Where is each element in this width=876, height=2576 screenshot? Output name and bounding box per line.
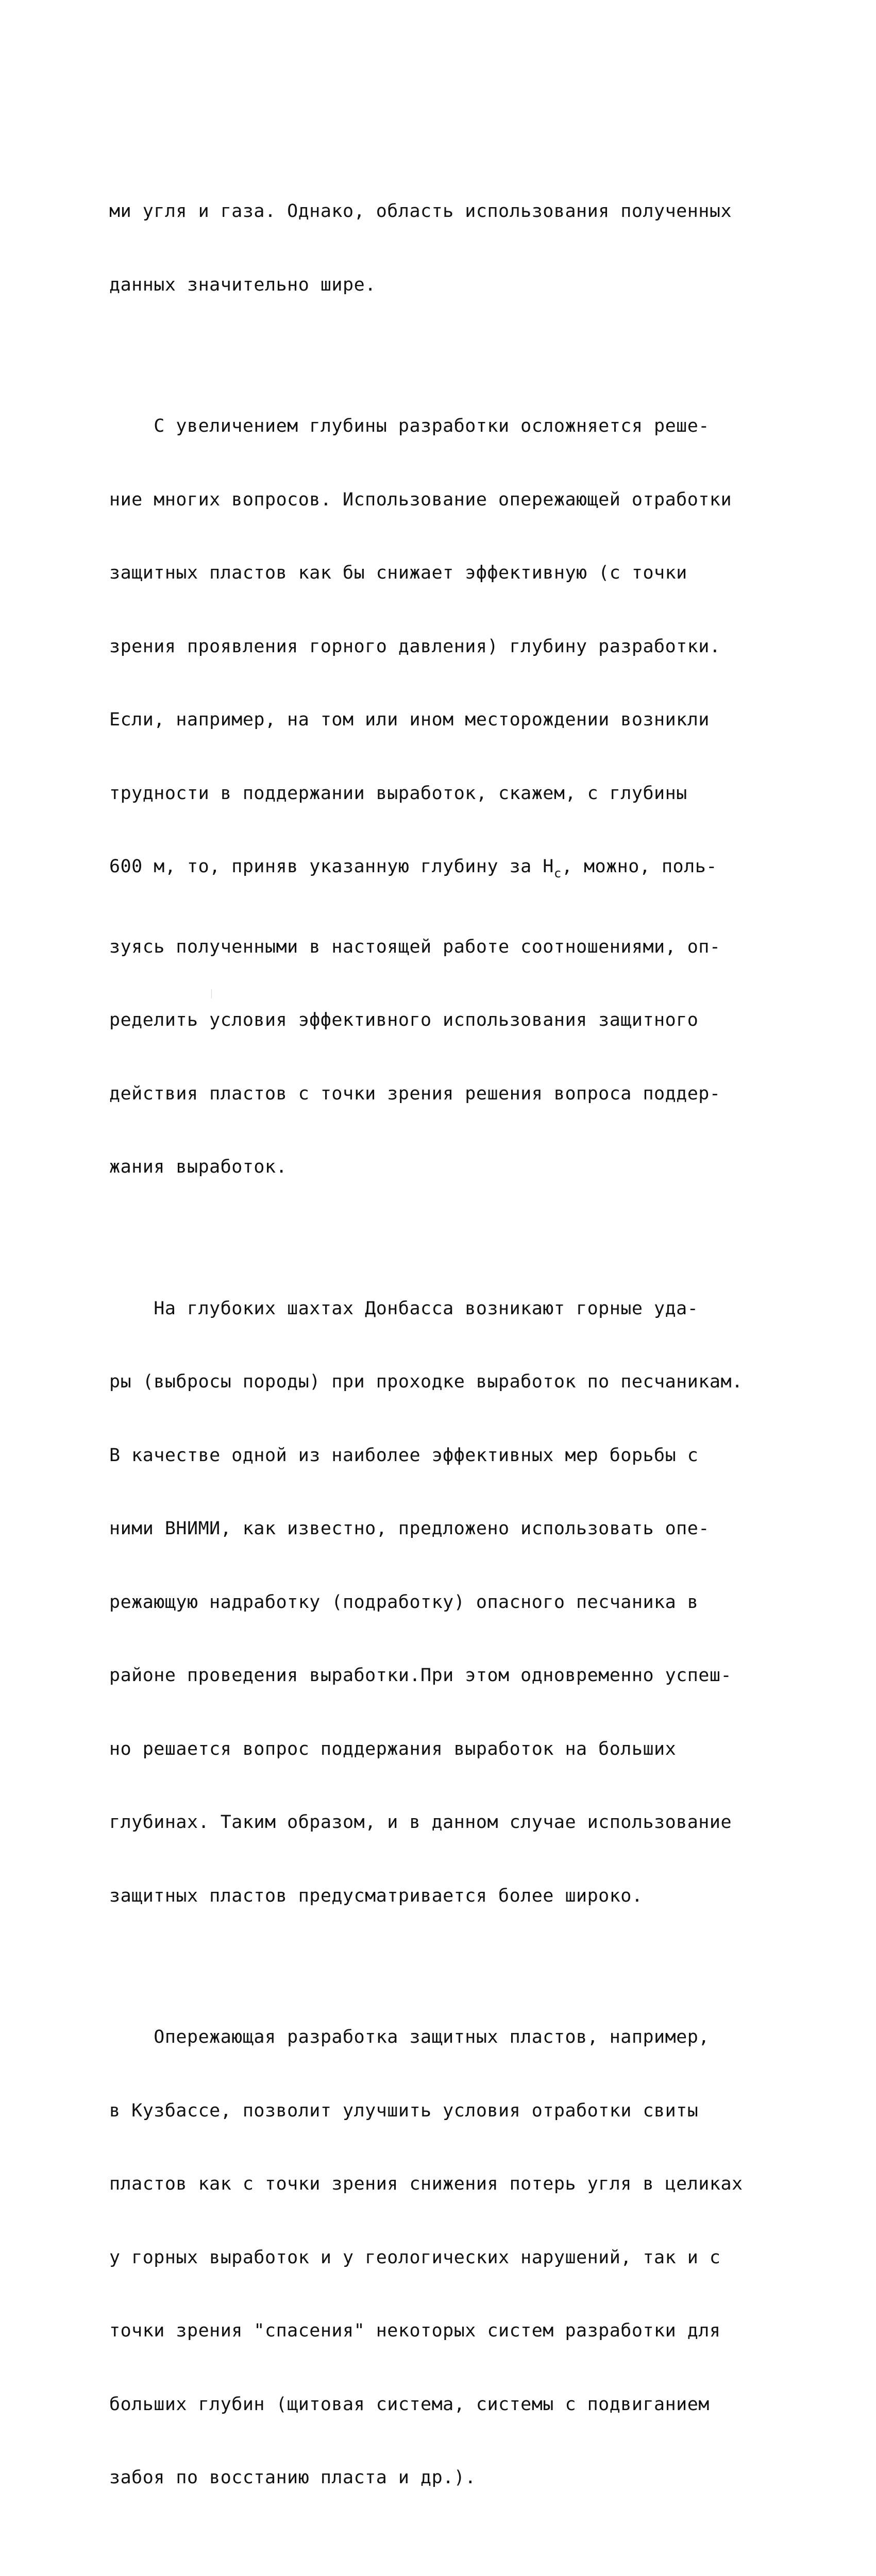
text-line: зрения проявления горного давления) глубину разработки. <box>109 635 795 659</box>
formula-line <box>109 855 795 886</box>
text-line: Опережающая разработка защитных пластов, например, <box>109 2025 795 2050</box>
text-line: районе проведения выработки.При этом одновременно успеш- <box>109 1664 795 1688</box>
paragraph-2 <box>109 365 795 1229</box>
text-line: жания выработок. <box>109 1155 795 1180</box>
formula-text-after: , можно, поль- <box>562 856 717 877</box>
text-line: режающую надработку (подработку) опасного песчаника в <box>109 1590 795 1615</box>
text-line: больших глубин (щитовая система, системы с подвиганием <box>109 2393 795 2417</box>
body-text <box>109 150 795 2576</box>
text-line: пластов как с точки зрения снижения потерь угля в целиках <box>109 2172 795 2197</box>
formula-subscript: с <box>554 866 562 880</box>
text-line: зуясь полученными в настоящей работе соотношениями, оп- <box>109 935 795 960</box>
text-line: ределить условия эффективного использования защитного <box>109 1008 795 1033</box>
text-line: ры (выбросы породы) при проходке выработок по песчаникам. <box>109 1370 795 1395</box>
text-line: но решается вопрос поддержания выработок на больших <box>109 1737 795 1762</box>
scan-artifact-mark <box>211 989 212 998</box>
text-line: данных значительно шире. <box>109 273 795 298</box>
text-line: трудности в поддержании выработок, скажем, с глубины <box>109 782 795 806</box>
text-line: В качестве одной из наиболее эффективных мер борьбы с <box>109 1444 795 1468</box>
paragraph-4 <box>109 1976 795 2539</box>
paragraph-1 <box>109 150 795 346</box>
text-line: ми угля и газа. Однако, область использования полученных <box>109 199 795 224</box>
text-line: забоя по восстанию пласта и др.). <box>109 2466 795 2490</box>
text-line: На глубоких шахтах Донбасса возникают горные уда- <box>109 1297 795 1321</box>
text-line: у горных выработок и у геологических нарушений, так и с <box>109 2246 795 2270</box>
text-line: в Кузбассе, позволит улучшить условия отработки свиты <box>109 2099 795 2124</box>
text-line: точки зрения "спасения" некоторых систем разработки для <box>109 2319 795 2344</box>
text-line: Если, например, на том или ином месторождении возникли <box>109 708 795 733</box>
formula-text-before: 600 м, то, приняв указанную глубину за H <box>109 856 554 877</box>
text-line: ними ВНИМИ, как известно, предложено использовать опе- <box>109 1517 795 1541</box>
text-line: С увеличением глубины разработки осложняется реше- <box>109 414 795 439</box>
text-line: действия пластов с точки зрения решения вопроса поддер- <box>109 1082 795 1107</box>
text-line: защитных пластов как бы снижает эффективную (с точки <box>109 561 795 586</box>
text-line: ние многих вопросов. Использование опережающей отработки <box>109 488 795 513</box>
text-line: глубинах. Таким образом, и в данном случае использование <box>109 1810 795 1835</box>
paragraph-5 <box>109 2558 795 2576</box>
text-line: защитных пластов предусматривается более широко. <box>109 1884 795 1909</box>
paragraph-3 <box>109 1248 795 1958</box>
